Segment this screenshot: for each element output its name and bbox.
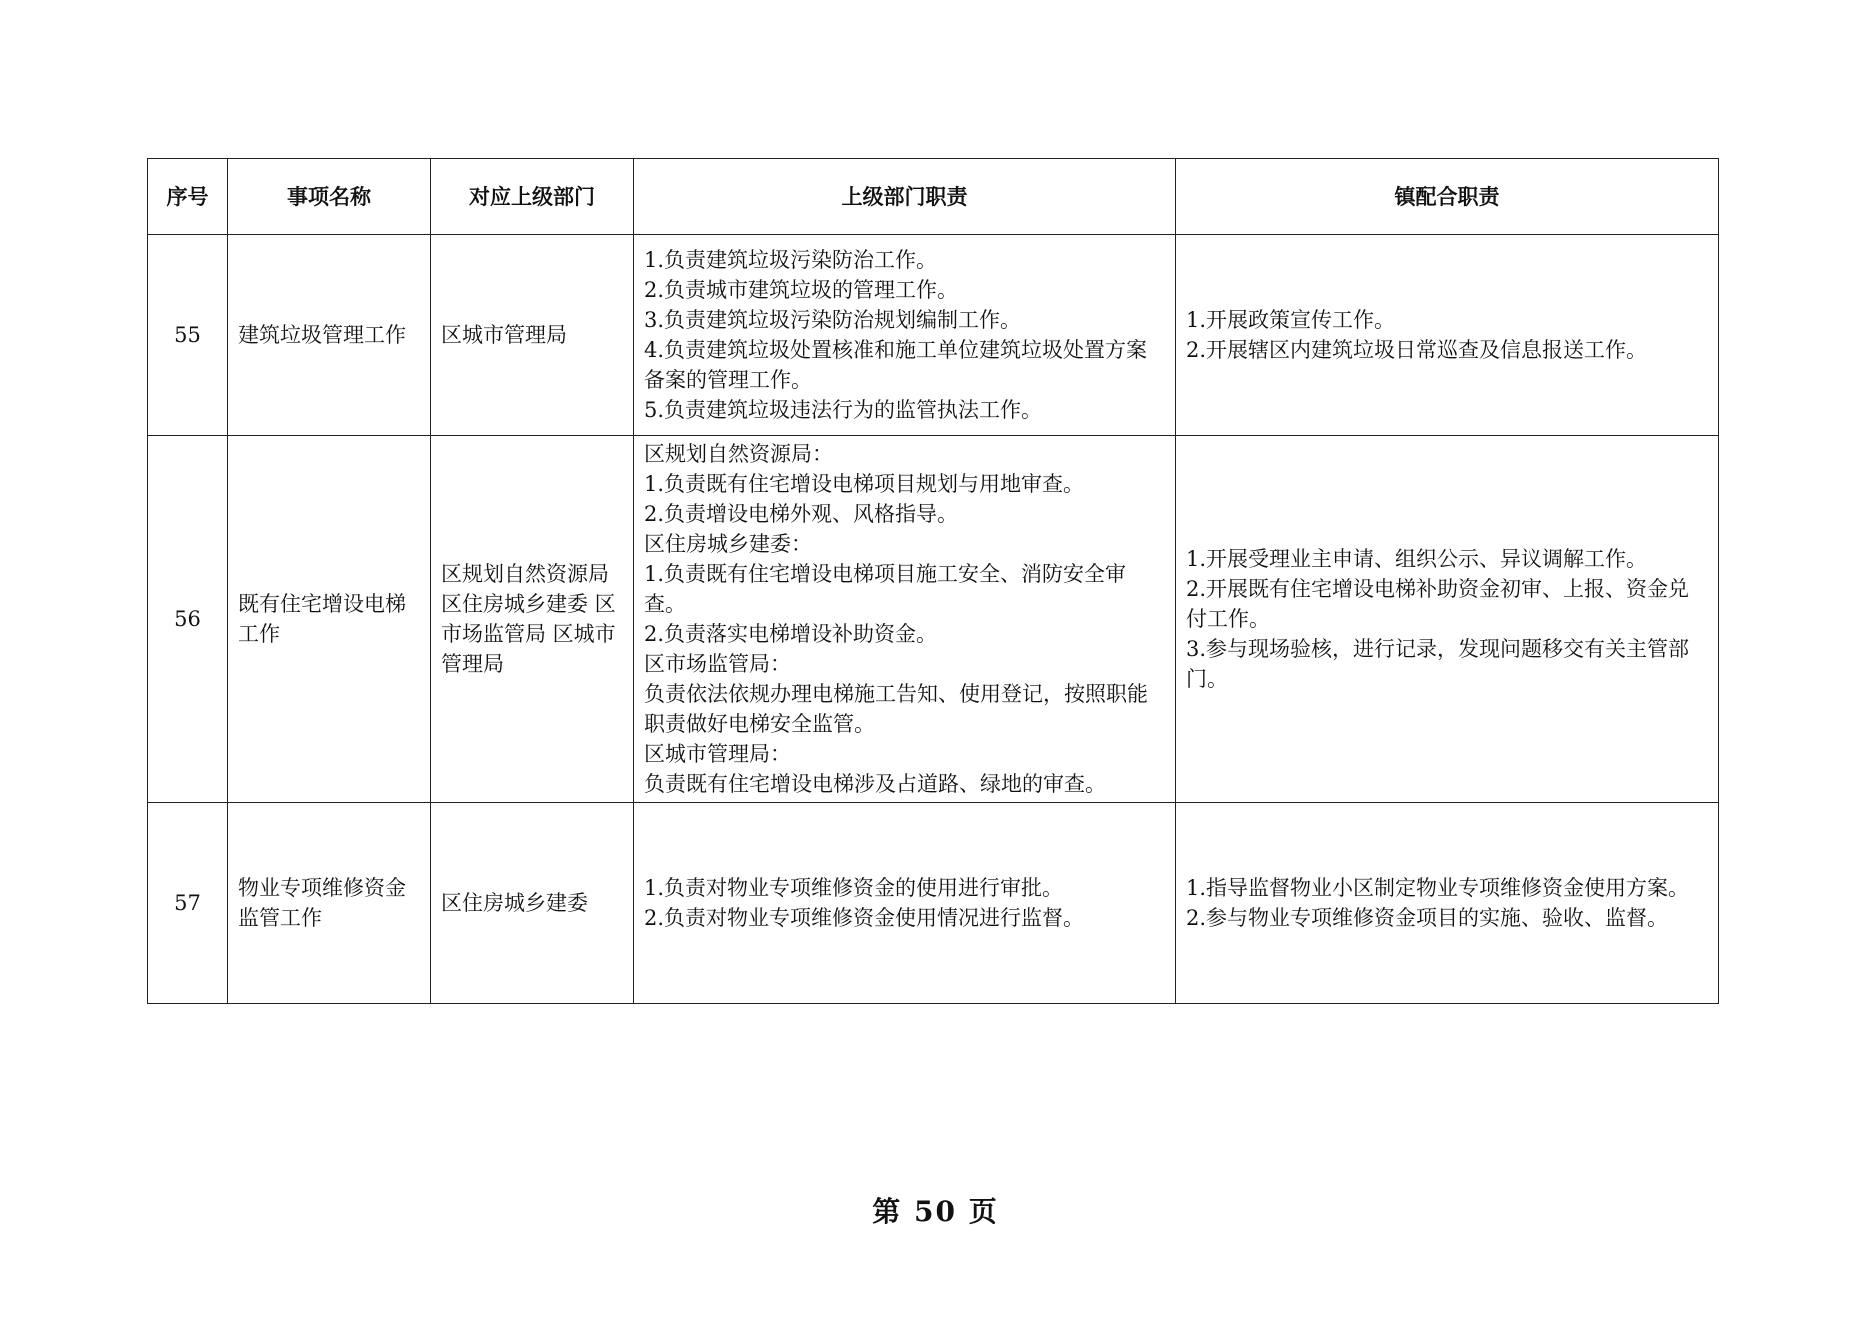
- duty-line: 区市场监管局：: [644, 652, 791, 676]
- duty-line: 1.负责对物业专项维修资金的使用进行审批。: [644, 876, 1064, 900]
- header-upper-duties: 上级部门职责: [634, 159, 1176, 235]
- duty-line: 2.开展既有住宅增设电梯补助资金初审、上报、资金兑付工作。: [1186, 577, 1690, 631]
- duty-line: 区规划自然资源局：: [644, 442, 833, 466]
- duty-line: 区城市管理局：: [644, 742, 791, 766]
- duty-line: 1.开展政策宣传工作。: [1186, 308, 1396, 332]
- upper-duties: [634, 803, 1176, 1004]
- duty-line: 2.参与物业专项维修资金项目的实施、验收、监督。: [1186, 906, 1669, 930]
- row-number: 55: [148, 235, 228, 436]
- table-row: [148, 436, 1719, 803]
- row-number: 56: [148, 436, 228, 803]
- duty-line: 3.负责建筑垃圾污染防治规划编制工作。: [644, 308, 1022, 332]
- item-name: 物业专项维修资金监管工作: [228, 803, 431, 1004]
- duty-line: 1.指导监督物业小区制定物业专项维修资金使用方案。: [1186, 876, 1690, 900]
- duty-line: 负责依法依规办理电梯施工告知、使用登记，按照职能职责做好电梯安全监管。: [644, 682, 1148, 736]
- upper-department: 区规划自然资源局 区住房城乡建委 区市场监管局 区城市管理局: [431, 436, 634, 803]
- duty-line: 3.参与现场验核，进行记录，发现问题移交有关主管部门。: [1186, 637, 1690, 691]
- duty-line: 4.负责建筑垃圾处置核准和施工单位建筑垃圾处置方案备案的管理工作。: [644, 338, 1148, 392]
- duty-line: 5.负责建筑垃圾违法行为的监管执法工作。: [644, 398, 1043, 422]
- duty-line: 区住房城乡建委：: [644, 532, 812, 556]
- duty-line: 1.开展受理业主申请、组织公示、异议调解工作。: [1186, 547, 1648, 571]
- upper-duties: [634, 436, 1176, 803]
- town-duties: [1176, 436, 1719, 803]
- duty-line: 2.负责落实电梯增设补助资金。: [644, 622, 938, 646]
- duty-line: 2.负责增设电梯外观、风格指导。: [644, 502, 959, 526]
- item-name: 建筑垃圾管理工作: [228, 235, 431, 436]
- duty-line: 2.开展辖区内建筑垃圾日常巡查及信息报送工作。: [1186, 338, 1648, 362]
- duties-table: [147, 158, 1719, 1004]
- town-duties: [1176, 235, 1719, 436]
- duty-line: 负责既有住宅增设电梯涉及占道路、绿地的审查。: [644, 772, 1106, 796]
- header-dept: 对应上级部门: [431, 159, 634, 235]
- header-town-duties: 镇配合职责: [1176, 159, 1719, 235]
- upper-department: 区住房城乡建委: [431, 803, 634, 1004]
- duty-line: 1.负责既有住宅增设电梯项目规划与用地审查。: [644, 472, 1085, 496]
- table-row: [148, 235, 1719, 436]
- duty-line: 1.负责既有住宅增设电梯项目施工安全、消防安全审查。: [644, 562, 1127, 616]
- duty-line: 2.负责对物业专项维修资金使用情况进行监督。: [644, 906, 1085, 930]
- row-number: 57: [148, 803, 228, 1004]
- upper-department: 区城市管理局: [431, 235, 634, 436]
- duty-line: 1.负责建筑垃圾污染防治工作。: [644, 248, 938, 272]
- duty-line: 2.负责城市建筑垃圾的管理工作。: [644, 278, 959, 302]
- table-row: [148, 803, 1719, 1004]
- upper-duties: [634, 235, 1176, 436]
- item-name: 既有住宅增设电梯工作: [228, 436, 431, 803]
- town-duties: [1176, 803, 1719, 1004]
- page-number: 第 50 页: [872, 1195, 999, 1228]
- header-name: 事项名称: [228, 159, 431, 235]
- table-header-row: [148, 159, 1719, 235]
- header-no: 序号: [148, 159, 228, 235]
